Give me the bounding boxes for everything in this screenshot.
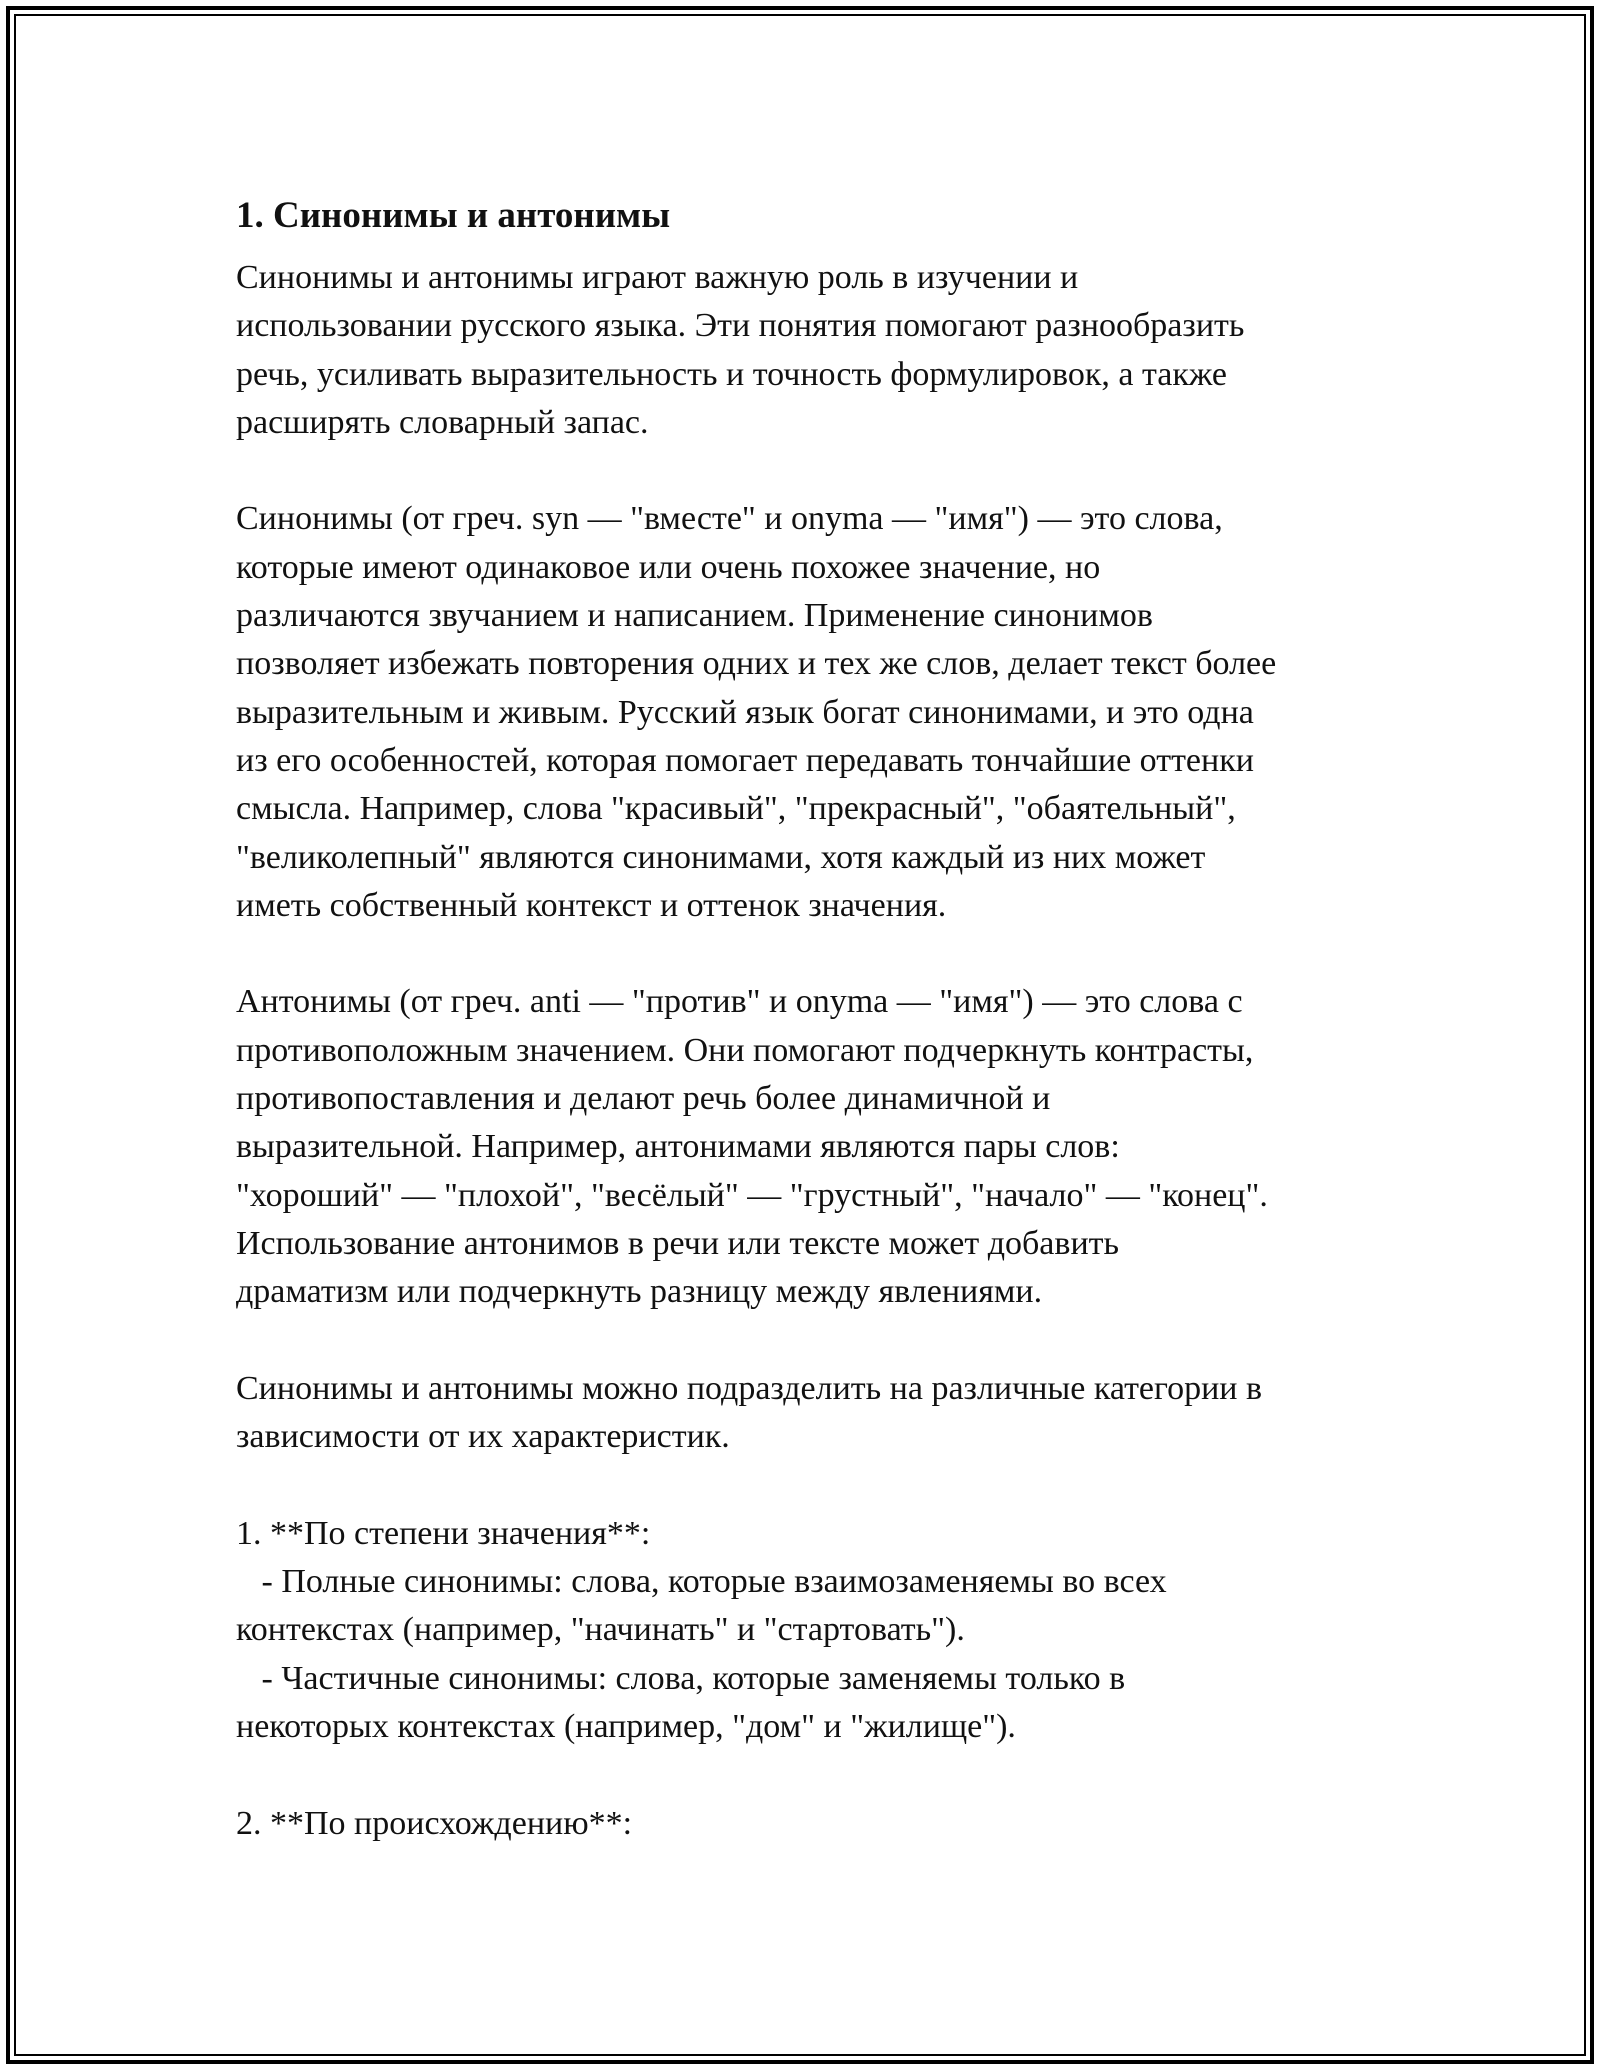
section-heading: 1. Синонимы и антонимы <box>236 195 671 236</box>
intro-paragraph: Синонимы и антонимы играют важную роль в изучении и использовании русского языка. Эти понятия помогают разнообразить речь, усиливать выразительность и точность формулировок, а также расширять словарный запас. <box>236 259 1245 441</box>
list-item-meaning-degree: 1. **По степени значения**: - Полные синонимы: слова, которые взаимозаменяемы во всех контекстах (например, "начинать" и "стартовать"). - Частичные синонимы: слова, которые заменяемы только в некоторых контекстах (например, "дом" и "жилище"). <box>236 1514 1167 1745</box>
list-item-origin: 2. **По происхождению**: <box>236 1804 633 1842</box>
document-body <box>236 186 1376 1848</box>
categories-paragraph: Синонимы и антонимы можно подразделить на различные категории в зависимости от их характеристик. <box>236 1369 1263 1456</box>
synonyms-paragraph: Синонимы (от греч. syn — "вместе" и onyma — "имя") — это слова, которые имеют одинаковое или очень похожее значение, но различаются звучанием и написанием. Применение синонимов позволяет избежать повторения одних и тех же слов, делает текст более выразительным и живым. Русский язык богат синонимами, и это одна из его особенностей, которая помогает передавать тончайшие оттенки смысла. Например, слова "красивый", "прекрасный", "обаятельный", "великолепный" являются синонимами, хотя каждый из них может иметь собственный контекст и оттенок значения. <box>236 500 1277 924</box>
antonyms-paragraph: Антонимы (от греч. anti — "против" и onyma — "имя") — это слова с противоположным значением. Они помогают подчеркнуть контрасты, противопоставления и делают речь более динамичной и выразительной. Например, антонимами являются пары слов: "хороший" — "плохой", "весёлый" — "грустный", "начало" — "конец". Использование антонимов в речи или тексте может добавить драматизм или подчеркнуть разницу между явлениями. <box>236 983 1268 1311</box>
